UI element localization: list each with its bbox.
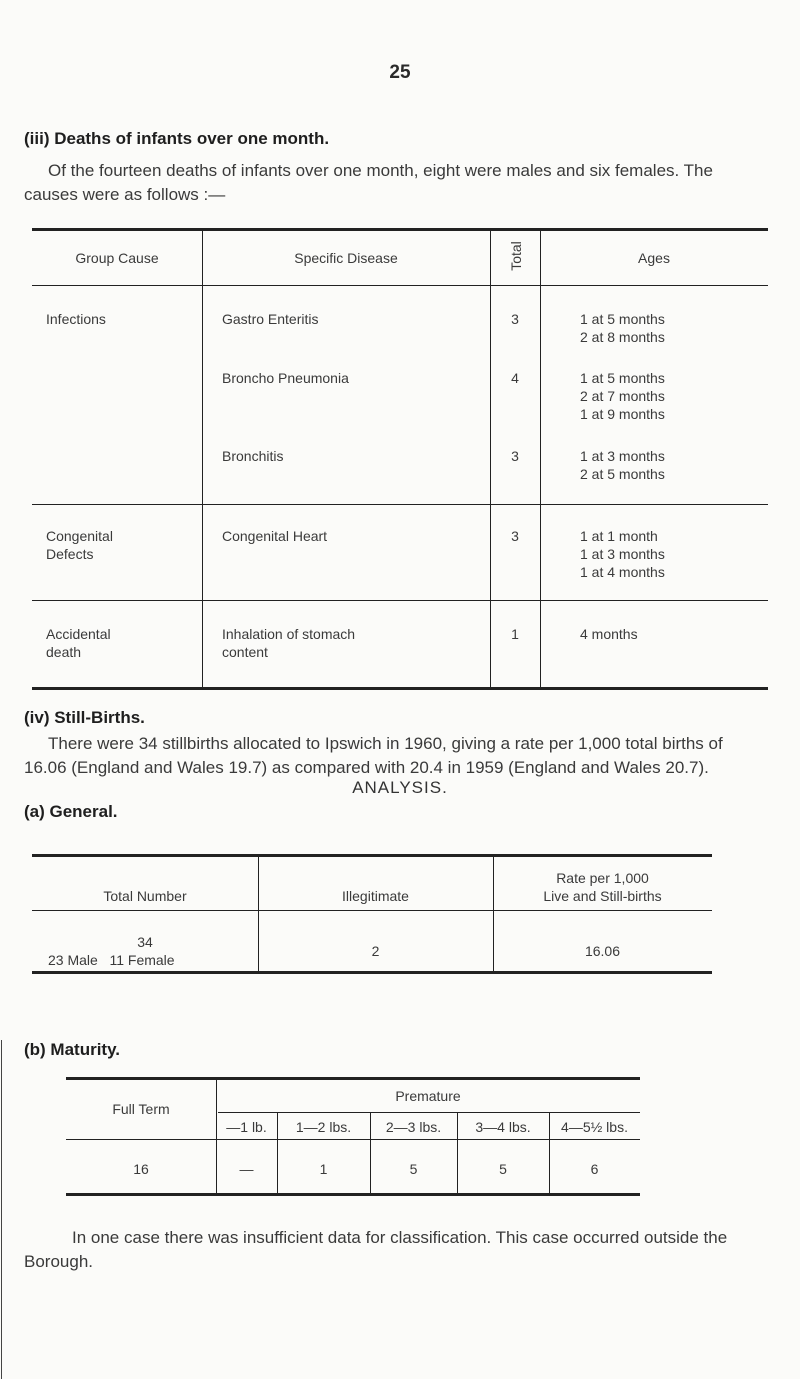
weight-band: —1 lb. [226, 1119, 267, 1135]
section-iii-heading: (iii) Deaths of infants over one month. [24, 129, 330, 148]
section-iii-text: Of the fourteen deaths of infants over one month, eight were males and six females. The causes were as follows :— [24, 161, 713, 204]
row-group: Congenital [46, 528, 113, 544]
weight-band: 3—4 lbs. [475, 1119, 531, 1135]
premature-value: 5 [409, 1161, 418, 1177]
header-ages: Ages [638, 250, 670, 266]
maturity-heading: (b) Maturity. [24, 1040, 121, 1059]
row-age: 1 at 5 months [580, 311, 665, 327]
row-total: 3 [511, 311, 519, 327]
row-age: 1 at 9 months [580, 406, 665, 422]
row-group: death [46, 644, 82, 660]
premature-value: — [239, 1161, 254, 1177]
analysis-title: ANALYSIS. [352, 778, 448, 797]
row-disease: Bronchitis [222, 448, 284, 464]
row-total: 4 [511, 370, 519, 386]
row-total: 3 [511, 448, 519, 464]
row-group: Accidental [46, 626, 111, 642]
row-disease: Inhalation of stomach [222, 626, 356, 642]
premature-value: 6 [590, 1161, 599, 1177]
weight-band: 1—2 lbs. [295, 1119, 352, 1135]
row-age: 2 at 7 months [580, 388, 665, 404]
header-total: Total [508, 241, 524, 271]
row-group: Infections [46, 311, 106, 327]
row-age: 1 at 1 month [580, 528, 658, 544]
header-specific-disease: Specific Disease [294, 250, 398, 266]
row-age: 2 at 8 months [580, 329, 665, 345]
row-disease: Broncho Pneumonia [222, 370, 349, 386]
row-age: 2 at 5 months [580, 466, 665, 482]
header-total-number: Total Number [103, 888, 187, 904]
header-rate: Live and Still-births [543, 888, 662, 904]
row-disease: Gastro Enteritis [222, 311, 319, 327]
section-iv-text: There were 34 stillbirths allocated to Ipswich in 1960, giving a rate per 1,000 total births of 16.06 (England and Wales 19.7) as compared with 20.4 in 1959 (England and Wales 20.7). [24, 734, 723, 777]
sex-split: 23 Male 11 Female [48, 952, 175, 968]
premature-value: 1 [319, 1161, 328, 1177]
footnote: In one case there was insufficient data for classification. This case occurred outside the Borough. [24, 1228, 728, 1271]
row-total: 3 [511, 528, 519, 544]
row-total: 1 [511, 626, 519, 642]
weight-band: 4—5½ lbs. [561, 1119, 628, 1135]
weight-band: 2—3 lbs. [385, 1119, 442, 1135]
illegitimate-value: 2 [371, 943, 380, 959]
row-age: 4 months [580, 626, 638, 642]
header-illegitimate: Illegitimate [342, 888, 409, 904]
row-age: 1 at 3 months [580, 448, 665, 464]
total-value: 34 [137, 934, 153, 950]
header-rate: Rate per 1,000 [556, 870, 649, 886]
row-disease: Congenital Heart [222, 528, 328, 544]
premature-value: 5 [499, 1161, 507, 1177]
full-term-header: Full Term [112, 1101, 170, 1117]
row-group: Defects [46, 546, 94, 562]
row-disease: content [222, 644, 268, 660]
full-term-value: 16 [133, 1161, 149, 1177]
general-heading: (a) General. [24, 802, 118, 821]
section-iv-heading: (iv) Still-Births. [24, 708, 145, 727]
row-age: 1 at 4 months [580, 564, 665, 580]
row-age: 1 at 5 months [580, 370, 665, 386]
margin-line [1, 1040, 2, 1379]
premature-header: Premature [395, 1088, 461, 1104]
header-group-cause: Group Cause [75, 250, 159, 266]
rate-value: 16.06 [584, 943, 621, 959]
page-number: 25 [389, 62, 411, 83]
row-age: 1 at 3 months [580, 546, 665, 562]
